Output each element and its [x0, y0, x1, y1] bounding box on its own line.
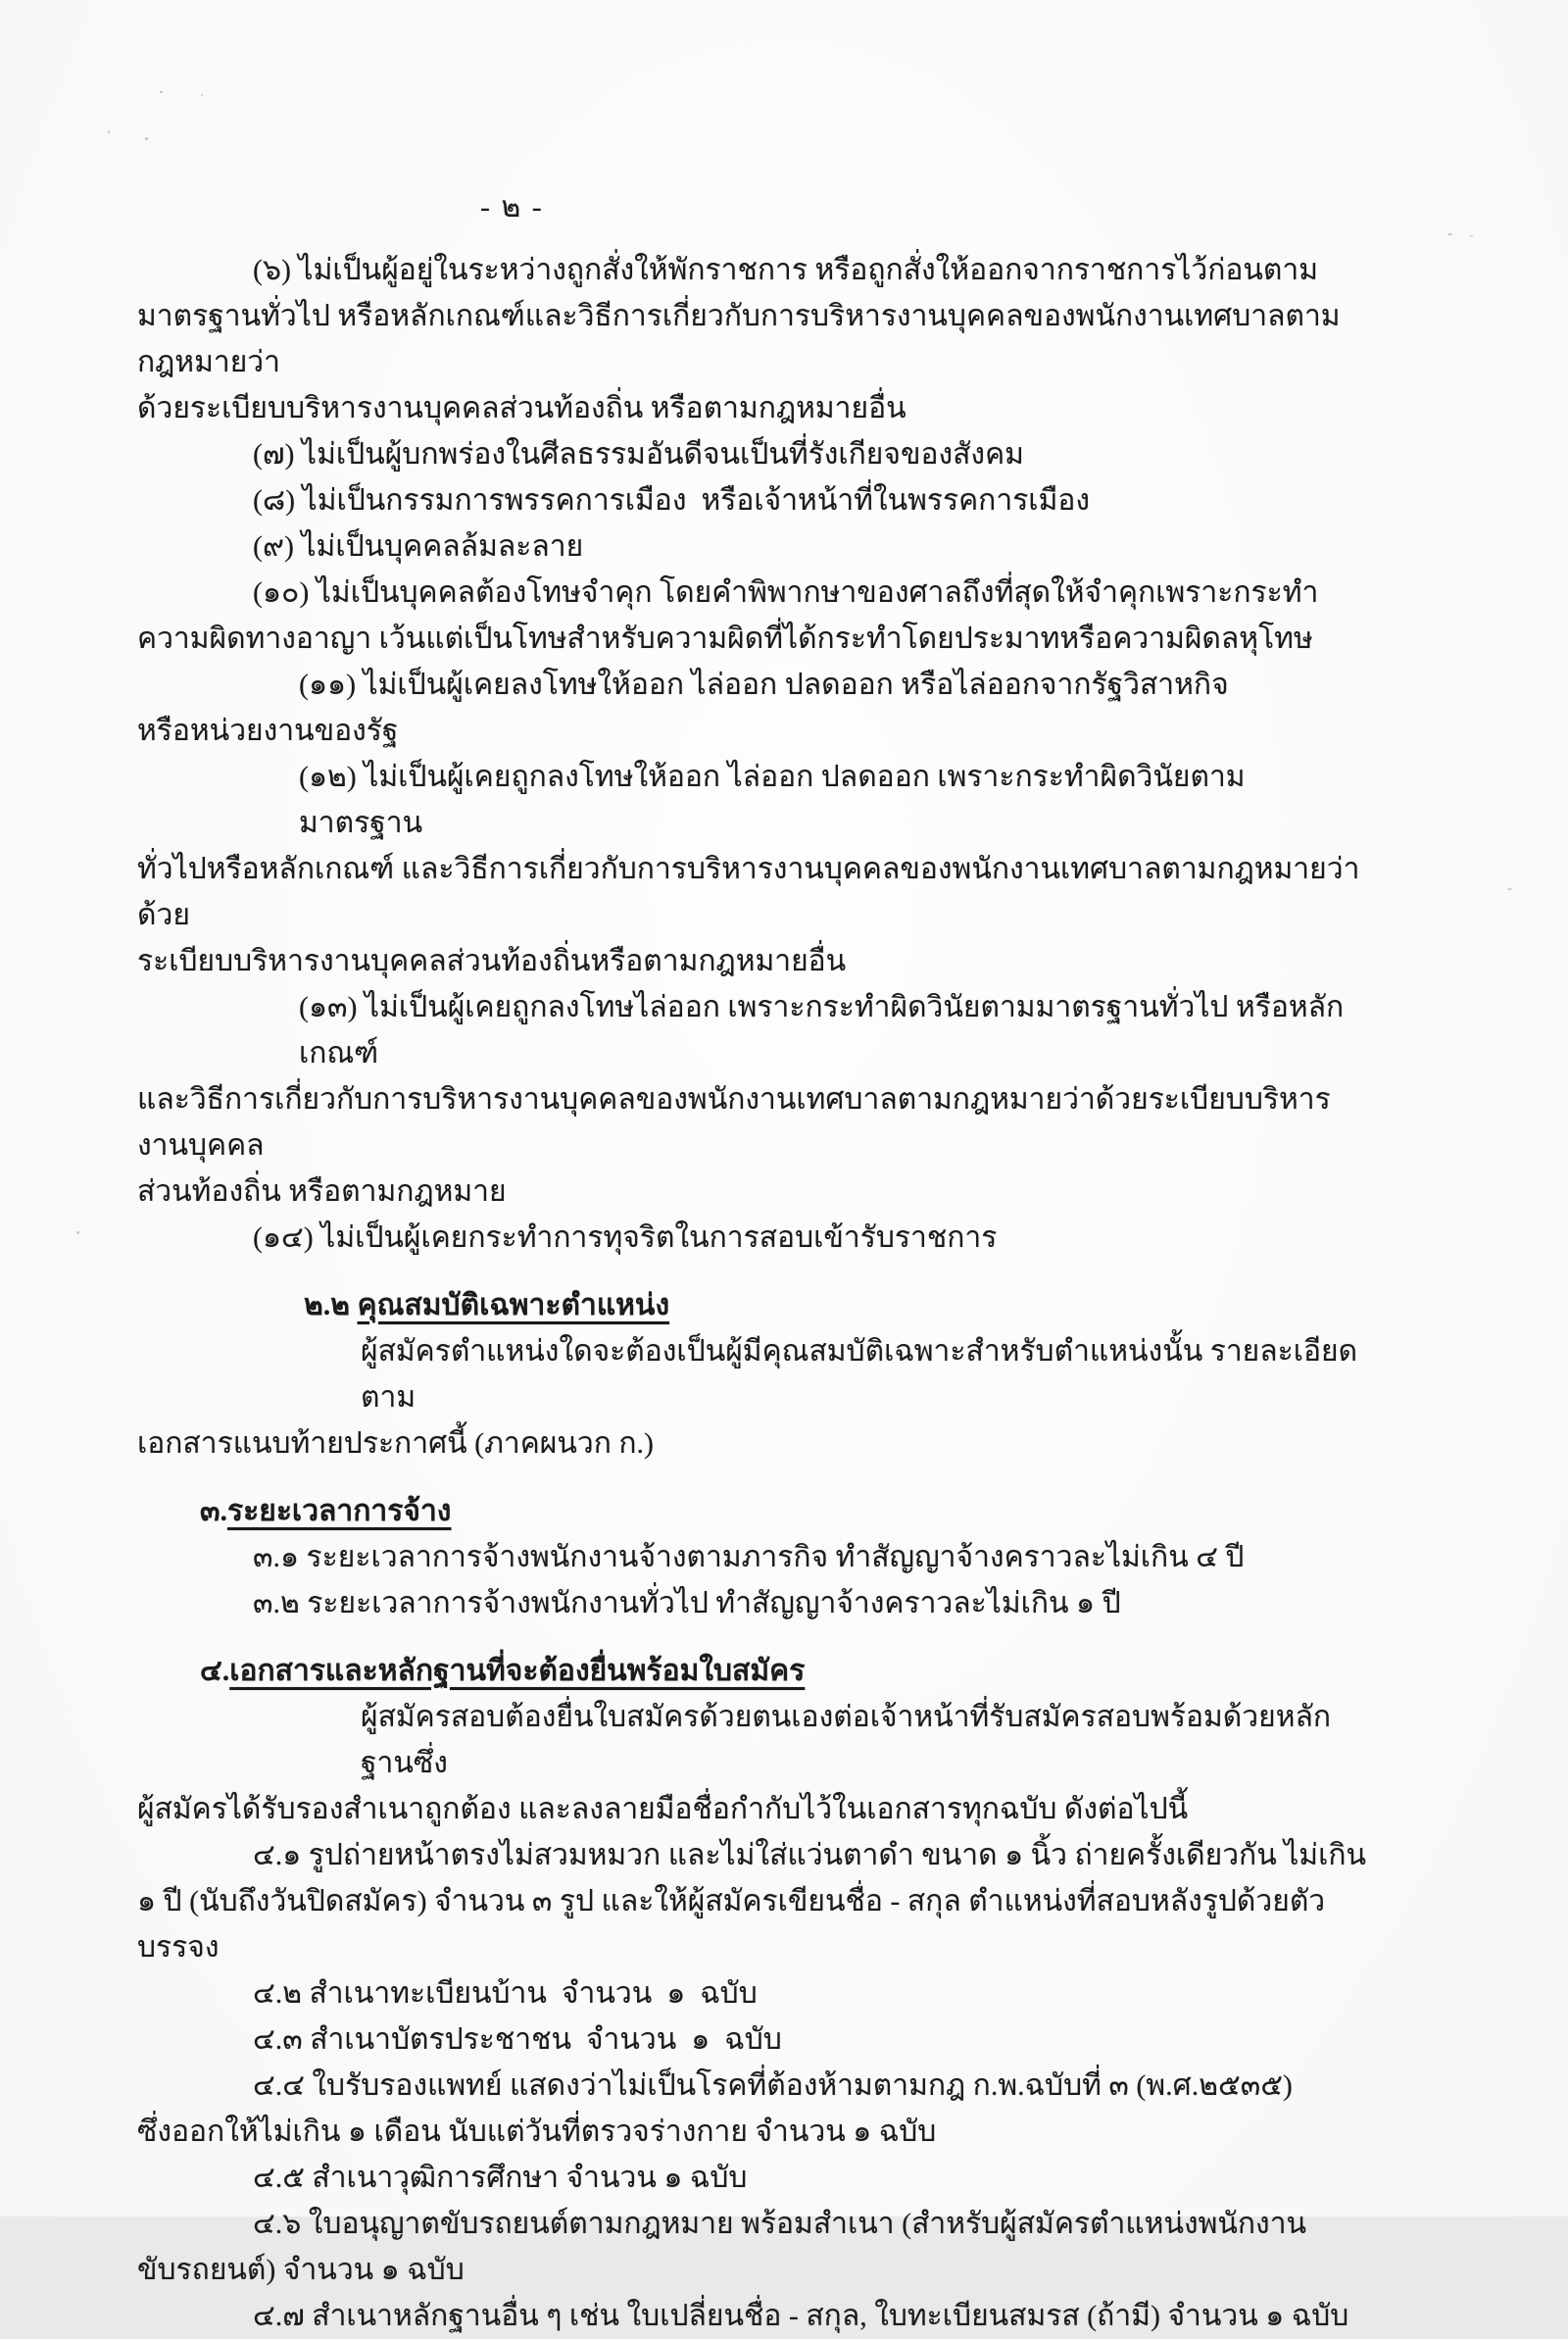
section-4-body-1: ผู้สมัครสอบต้องยื่นใบสมัครด้วยตนเองต่อเจ้าหน้าที่รับสมัครสอบพร้อมด้วยหลักฐานซึ่ง: [361, 1701, 1332, 1779]
item-4-3: ๔.๓ สำเนาบัตรประชาชน จำนวน ๑ ฉบับ: [253, 2023, 782, 2056]
item-4-7: ๔.๗ สำเนาหลักฐานอื่น ๆ เช่น ใบเปลี่ยนชื่อ - สกุล, ใบทะเบียนสมรส (ถ้ามี) จำนวน ๑ ฉบับ: [253, 2300, 1349, 2332]
item-4-1: ๔.๑ รูปถ่ายหน้าตรงไม่สวมหมวก และไม่ใส่แว่นตาดำ ขนาด ๑ นิ้ว ถ่ายครั้งเดียวกัน ไม่เกิน: [253, 1839, 1367, 1871]
clause-6-cont-2: ด้วยระเบียบบริหารงานบุคคลส่วนท้องถิ่น หรือตามกฎหมายอื่น: [137, 392, 906, 424]
item-4-6: ๔.๖ ใบอนุญาตขับรถยนต์ตามกฎหมาย พร้อมสำเนา (สำหรับผู้สมัครตำแหน่งพนักงาน: [253, 2208, 1307, 2240]
section-3-heading: [137, 1488, 1367, 1534]
item-4-6-cont: ขับรถยนต์) จำนวน ๑ ฉบับ: [137, 2254, 465, 2286]
item-4-1-cont: ๑ ปี (นับถึงวันปิดสมัคร) จำนวน ๓ รูป และให้ผู้สมัครเขียนชื่อ - สกุล ตำแหน่งที่สอบหลังรูปด้วยตัวบรรจง: [137, 1885, 1326, 1964]
section-2-2-body-1: ผู้สมัครตำแหน่งใดจะต้องเป็นผู้มีคุณสมบัติเฉพาะสำหรับตำแหน่งนั้น รายละเอียดตาม: [361, 1335, 1358, 1414]
item-3-2: ๓.๒ ระยะเวลาการจ้างพนักงานทั่วไป ทำสัญญาจ้างคราวละไม่เกิน ๑ ปี: [253, 1587, 1121, 1619]
clause-11: (๑๑) ไม่เป็นผู้เคยลงโทษให้ออก ไล่ออก ปลดออก หรือไล่ออกจากรัฐวิสาหกิจ: [299, 669, 1229, 701]
item-4-2: ๔.๒ สำเนาทะเบียนบ้าน จำนวน ๑ ฉบับ: [253, 1977, 758, 2010]
heading-number: ๒.๒: [304, 1289, 358, 1321]
clause-10-cont-1: ความผิดทางอาญา เว้นแต่เป็นโทษสำหรับความผิดที่ได้กระทำโดยประมาทหรือความผิดลหุโทษ: [137, 622, 1313, 655]
clause-12-cont-2: ระเบียบบริหารงานบุคคลส่วนท้องถิ่นหรือตามกฎหมายอื่น: [137, 945, 847, 977]
clause-9: (๙) ไม่เป็นบุคคลล้มละลาย: [253, 530, 584, 563]
heading-number: ๓.: [200, 1495, 228, 1527]
heading-title: ระยะเวลาการจ้าง: [227, 1495, 452, 1527]
clause-8: (๘) ไม่เป็นกรรมการพรรคการเมือง หรือเจ้าหน้าที่ในพรรคการเมือง: [253, 484, 1091, 517]
clause-13-cont-1: และวิธีการเกี่ยวกับการบริหารงานบุคคลของพนักงานเทศบาลตามกฎหมายว่าด้วยระเบียบบริหารงานบุคคล: [137, 1083, 1331, 1162]
clause-10: (๑๐) ไม่เป็นบุคคลต้องโทษจำคุก โดยคำพิพากษาของศาลถึงที่สุดให้จำคุกเพราะกระทำ: [253, 576, 1319, 609]
page-number: - ๒ -: [480, 191, 544, 224]
clause-6-cont-1: มาตรฐานทั่วไป หรือหลักเกณฑ์และวิธีการเกี่ยวกับการบริหารงานบุคคลของพนักงานเทศบาลตามกฎหมายว่า: [137, 300, 1341, 378]
item-4-5: ๔.๕ สำเนาวุฒิการศึกษา จำนวน ๑ ฉบับ: [253, 2162, 748, 2194]
clause-7: (๗) ไม่เป็นผู้บกพร่องในศีลธรรมอันดีจนเป็นที่รังเกียจของสังคม: [253, 438, 1024, 471]
item-3-1: ๓.๑ ระยะเวลาการจ้างพนักงานจ้างตามภารกิจ ทำสัญญาจ้างคราวละไม่เกิน ๔ ปี: [253, 1541, 1245, 1573]
heading-title: เอกสารและหลักฐานที่จะต้องยื่นพร้อมใบสมัคร: [229, 1655, 806, 1687]
clause-6: (๖) ไม่เป็นผู้อยู่ในระหว่างถูกสั่งให้พักราชการ หรือถูกสั่งให้ออกจากราชการไว้ก่อนตาม: [253, 254, 1319, 286]
heading-title: คุณสมบัติเฉพาะตำแหน่ง: [357, 1289, 670, 1321]
section-4-heading: [137, 1648, 1367, 1694]
document-body: [137, 247, 1367, 2339]
clause-13-cont-2: ส่วนท้องถิ่น หรือตามกฎหมาย: [137, 1175, 507, 1208]
item-4-4: ๔.๔ ใบรับรองแพทย์ แสดงว่าไม่เป็นโรคที่ต้องห้ามตามกฎ ก.พ.ฉบับที่ ๓ (พ.ศ.๒๕๓๕): [253, 2069, 1293, 2102]
section-2-2-heading: [137, 1282, 1367, 1328]
clause-14: (๑๔) ไม่เป็นผู้เคยกระทำการทุจริตในการสอบเข้ารับราชการ: [253, 1221, 998, 1254]
heading-number: ๔.: [200, 1655, 230, 1687]
clause-12: (๑๒) ไม่เป็นผู้เคยถูกลงโทษให้ออก ไล่ออก ปลดออก เพราะกระทำผิดวินัยตามมาตรฐาน: [299, 761, 1246, 839]
item-4-4-cont: ซึ่งออกให้ไม่เกิน ๑ เดือน นับแต่วันที่ตรวจร่างกาย จำนวน ๑ ฉบับ: [137, 2115, 937, 2148]
clause-11-cont-1: หรือหน่วยงานของรัฐ: [137, 715, 399, 747]
clause-12-cont-1: ทั่วไปหรือหลักเกณฑ์ และวิธีการเกี่ยวกับการบริหารงานบุคคลของพนักงานเทศบาลตามกฎหมายว่าด้วย: [137, 853, 1360, 931]
section-2-2-body-2: เอกสารแนบท้ายประกาศนี้ (ภาคผนวก ก.): [137, 1427, 655, 1460]
clause-13: (๑๓) ไม่เป็นผู้เคยถูกลงโทษไล่ออก เพราะกระทำผิดวินัยตามมาตรฐานทั่วไป หรือหลักเกณฑ์: [299, 991, 1345, 1070]
section-4-body-2: ผู้สมัครได้รับรองสำเนาถูกต้อง และลงลายมือชื่อกำกับไว้ในเอกสารทุกฉบับ ดังต่อไปนี้: [137, 1793, 1189, 1825]
